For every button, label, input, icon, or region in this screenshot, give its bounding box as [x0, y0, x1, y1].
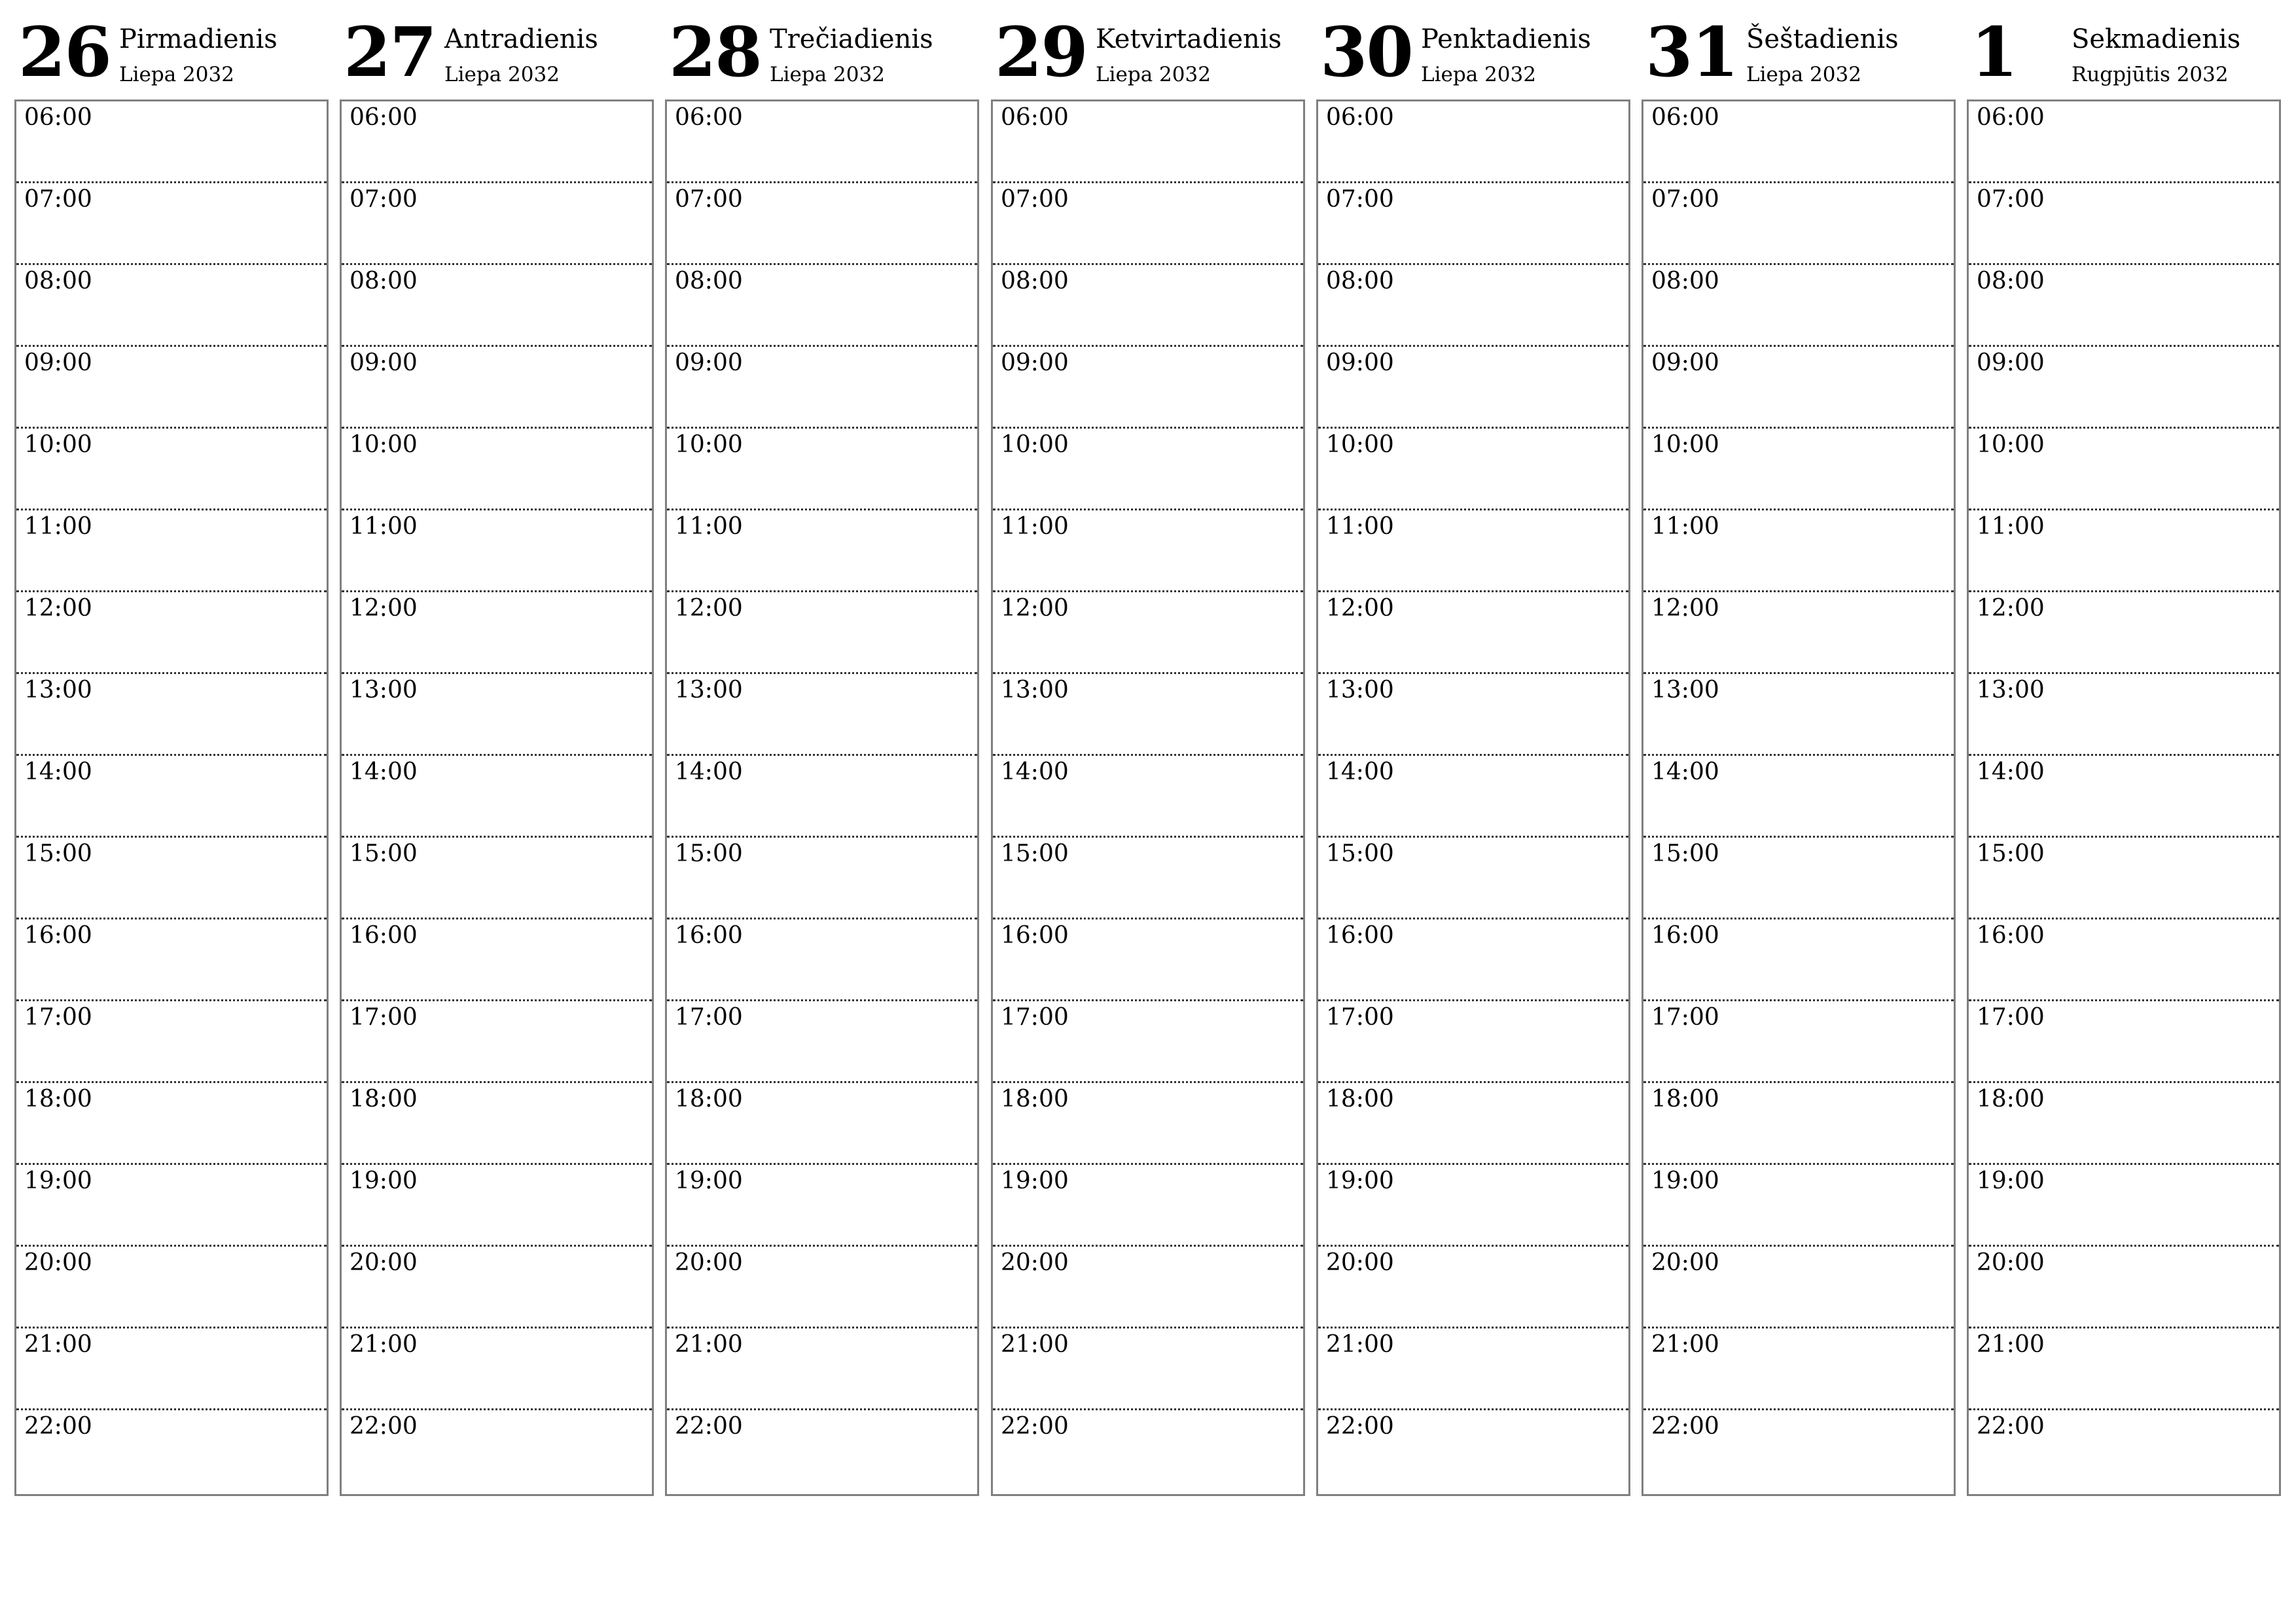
time-slot-label: 08:00	[350, 268, 418, 294]
time-slot-label: 09:00	[24, 349, 92, 376]
time-slot[interactable]	[1318, 592, 1628, 674]
time-slot[interactable]	[1318, 1247, 1628, 1329]
time-slot-label: 07:00	[1001, 186, 1069, 213]
time-slot[interactable]	[993, 1247, 1303, 1329]
time-slot-label: 22:00	[675, 1413, 743, 1440]
time-slot[interactable]	[667, 919, 977, 1001]
time-slot-label: 18:00	[1977, 1086, 2045, 1113]
time-slot-label: 10:00	[675, 431, 743, 458]
time-slot-label: 16:00	[1977, 922, 2045, 949]
time-slot-label: 19:00	[675, 1168, 743, 1194]
day-number: 30	[1320, 12, 1412, 92]
day-column	[1641, 12, 1954, 1497]
time-slot[interactable]	[993, 429, 1303, 510]
time-slot[interactable]	[993, 1329, 1303, 1410]
time-slot[interactable]	[1969, 347, 2279, 429]
time-slot-label: 14:00	[1651, 758, 1719, 785]
time-slot[interactable]	[1969, 101, 2279, 183]
time-slot[interactable]	[1969, 674, 2279, 756]
time-slot-label: 11:00	[1651, 513, 1719, 540]
time-slot-label: 21:00	[350, 1331, 418, 1358]
time-slot[interactable]	[1643, 756, 1954, 838]
time-slot-label: 22:00	[1001, 1413, 1069, 1440]
time-slot[interactable]	[667, 1247, 977, 1329]
day-month-year: Liepa 2032	[119, 63, 234, 86]
time-slot[interactable]	[1969, 1083, 2279, 1165]
day-column	[1967, 12, 2280, 1497]
day-name: Antradienis	[444, 24, 598, 54]
time-slot[interactable]	[1318, 1165, 1628, 1247]
time-slot[interactable]	[993, 674, 1303, 756]
time-slot-label: 20:00	[1326, 1249, 1394, 1276]
time-slot-label: 11:00	[350, 513, 418, 540]
time-slot-label: 15:00	[24, 840, 92, 867]
time-slot[interactable]	[342, 265, 652, 347]
time-slot[interactable]	[1318, 510, 1628, 592]
day-month-year: Liepa 2032	[1096, 63, 1211, 86]
day-column	[1316, 12, 1629, 1497]
time-slot-label: 14:00	[24, 758, 92, 785]
time-slot[interactable]	[1643, 101, 1954, 183]
time-slot-label: 08:00	[24, 268, 92, 294]
time-slot-label: 13:00	[24, 677, 92, 704]
time-slot-label: 17:00	[1977, 1004, 2045, 1031]
time-slot[interactable]	[1643, 510, 1954, 592]
day-header	[340, 12, 653, 99]
time-slot[interactable]	[16, 1247, 327, 1329]
time-slot-label: 11:00	[24, 513, 92, 540]
time-slot[interactable]	[667, 1410, 977, 1492]
time-slot[interactable]	[342, 1247, 652, 1329]
time-slot[interactable]	[667, 1083, 977, 1165]
time-slot[interactable]	[1969, 1410, 2279, 1492]
time-slot-label: 22:00	[1326, 1413, 1394, 1440]
time-slot-label: 09:00	[1326, 349, 1394, 376]
time-slot-label: 10:00	[24, 431, 92, 458]
day-number: 31	[1645, 12, 1738, 92]
time-slot-label: 15:00	[1977, 840, 2045, 867]
time-slot[interactable]	[1643, 1329, 1954, 1410]
time-slot-label: 09:00	[1001, 349, 1069, 376]
time-slot[interactable]	[993, 101, 1303, 183]
time-slot-label: 12:00	[24, 595, 92, 622]
time-slot-label: 20:00	[1651, 1249, 1719, 1276]
time-slot-label: 14:00	[1001, 758, 1069, 785]
time-slot-label: 12:00	[1326, 595, 1394, 622]
time-slot[interactable]	[342, 1083, 652, 1165]
time-slot-label: 16:00	[1001, 922, 1069, 949]
time-slot[interactable]	[667, 265, 977, 347]
day-header	[665, 12, 978, 99]
day-column	[340, 12, 653, 1497]
day-name: Pirmadienis	[119, 24, 278, 54]
time-slot[interactable]	[1643, 1001, 1954, 1083]
time-slot-label: 21:00	[1651, 1331, 1719, 1358]
time-slot[interactable]	[667, 1001, 977, 1083]
time-slot[interactable]	[993, 592, 1303, 674]
day-month-year: Liepa 2032	[1421, 63, 1536, 86]
time-slot-label: 17:00	[675, 1004, 743, 1031]
time-slot[interactable]	[1643, 347, 1954, 429]
time-slot[interactable]	[1643, 1247, 1954, 1329]
time-slot-label: 19:00	[1977, 1168, 2045, 1194]
time-slot[interactable]	[16, 674, 327, 756]
time-slot-label: 18:00	[24, 1086, 92, 1113]
time-slot[interactable]	[993, 265, 1303, 347]
time-slot-label: 19:00	[24, 1168, 92, 1194]
time-slot[interactable]	[342, 510, 652, 592]
time-slot[interactable]	[1969, 592, 2279, 674]
time-slot[interactable]	[342, 674, 652, 756]
time-slot-label: 22:00	[24, 1413, 92, 1440]
time-slot[interactable]	[342, 429, 652, 510]
time-slot-label: 09:00	[1651, 349, 1719, 376]
time-slot-label: 07:00	[1977, 186, 2045, 213]
day-column	[14, 12, 327, 1497]
time-slot[interactable]	[993, 1083, 1303, 1165]
day-schedule-box	[991, 99, 1305, 1496]
time-slot-label: 20:00	[675, 1249, 743, 1276]
time-slot-label: 06:00	[350, 104, 418, 131]
time-slot-label: 20:00	[1001, 1249, 1069, 1276]
weekly-planner	[14, 12, 2286, 1497]
time-slot-label: 08:00	[1001, 268, 1069, 294]
time-slot-label: 12:00	[1651, 595, 1719, 622]
time-slot-label: 20:00	[24, 1249, 92, 1276]
time-slot[interactable]	[667, 838, 977, 919]
time-slot-label: 12:00	[1001, 595, 1069, 622]
time-slot[interactable]	[342, 592, 652, 674]
time-slot-label: 11:00	[1326, 513, 1394, 540]
time-slot-label: 07:00	[1326, 186, 1394, 213]
time-slot[interactable]	[1318, 429, 1628, 510]
time-slot-label: 18:00	[1651, 1086, 1719, 1113]
time-slot[interactable]	[1643, 919, 1954, 1001]
time-slot-label: 17:00	[1001, 1004, 1069, 1031]
time-slot-label: 13:00	[1326, 677, 1394, 704]
time-slot[interactable]	[16, 1083, 327, 1165]
time-slot[interactable]	[16, 1329, 327, 1410]
day-header	[991, 12, 1304, 99]
time-slot-label: 18:00	[350, 1086, 418, 1113]
time-slot[interactable]	[16, 101, 327, 183]
time-slot-label: 16:00	[675, 922, 743, 949]
time-slot-label: 14:00	[350, 758, 418, 785]
day-name: Penktadienis	[1421, 24, 1591, 54]
time-slot-label: 16:00	[1326, 922, 1394, 949]
time-slot[interactable]	[1969, 1329, 2279, 1410]
time-slot[interactable]	[1969, 510, 2279, 592]
time-slot[interactable]	[667, 510, 977, 592]
time-slot-label: 15:00	[350, 840, 418, 867]
time-slot[interactable]	[342, 347, 652, 429]
time-slot[interactable]	[667, 1165, 977, 1247]
day-month-year: Liepa 2032	[770, 63, 885, 86]
time-slot-label: 08:00	[1326, 268, 1394, 294]
time-slot-label: 19:00	[350, 1168, 418, 1194]
day-header	[1967, 12, 2280, 99]
time-slot-label: 10:00	[1001, 431, 1069, 458]
time-slot-label: 14:00	[1326, 758, 1394, 785]
time-slot[interactable]	[1969, 1247, 2279, 1329]
time-slot-label: 14:00	[675, 758, 743, 785]
time-slot-label: 21:00	[675, 1331, 743, 1358]
time-slot[interactable]	[16, 429, 327, 510]
time-slot[interactable]	[1643, 592, 1954, 674]
time-slot[interactable]	[16, 1410, 327, 1492]
time-slot-label: 21:00	[1977, 1331, 2045, 1358]
time-slot[interactable]	[342, 1165, 652, 1247]
time-slot-label: 06:00	[675, 104, 743, 131]
day-header	[14, 12, 327, 99]
time-slot-label: 06:00	[24, 104, 92, 131]
time-slot[interactable]	[667, 183, 977, 265]
day-schedule-box	[665, 99, 979, 1496]
day-number: 29	[995, 12, 1087, 92]
time-slot[interactable]	[1318, 674, 1628, 756]
time-slot-label: 13:00	[1977, 677, 2045, 704]
time-slot[interactable]	[667, 429, 977, 510]
time-slot[interactable]	[342, 919, 652, 1001]
time-slot-label: 12:00	[350, 595, 418, 622]
time-slot-label: 19:00	[1326, 1168, 1394, 1194]
time-slot-label: 19:00	[1651, 1168, 1719, 1194]
day-name: Šeštadienis	[1746, 24, 1899, 54]
day-name: Sekmadienis	[2072, 24, 2241, 54]
time-slot-label: 06:00	[1001, 104, 1069, 131]
time-slot[interactable]	[16, 510, 327, 592]
time-slot-label: 22:00	[1977, 1413, 2045, 1440]
time-slot-label: 08:00	[1651, 268, 1719, 294]
time-slot-label: 20:00	[1977, 1249, 2045, 1276]
time-slot[interactable]	[1318, 756, 1628, 838]
time-slot-label: 08:00	[1977, 268, 2045, 294]
time-slot[interactable]	[342, 756, 652, 838]
time-slot[interactable]	[16, 183, 327, 265]
time-slot-label: 22:00	[350, 1413, 418, 1440]
time-slot-label: 11:00	[1001, 513, 1069, 540]
time-slot-label: 08:00	[675, 268, 743, 294]
time-slot-label: 15:00	[675, 840, 743, 867]
time-slot-label: 06:00	[1651, 104, 1719, 131]
time-slot[interactable]	[16, 592, 327, 674]
time-slot[interactable]	[1969, 756, 2279, 838]
day-name: Trečiadienis	[770, 24, 933, 54]
time-slot[interactable]	[667, 592, 977, 674]
time-slot[interactable]	[667, 674, 977, 756]
time-slot-label: 17:00	[1326, 1004, 1394, 1031]
time-slot[interactable]	[1643, 1410, 1954, 1492]
time-slot[interactable]	[342, 1329, 652, 1410]
time-slot-label: 10:00	[350, 431, 418, 458]
time-slot-label: 07:00	[350, 186, 418, 213]
time-slot[interactable]	[993, 510, 1303, 592]
time-slot[interactable]	[1969, 1001, 2279, 1083]
time-slot-label: 17:00	[350, 1004, 418, 1031]
time-slot[interactable]	[667, 1329, 977, 1410]
day-number: 1	[1971, 12, 2017, 92]
time-slot[interactable]	[1643, 838, 1954, 919]
time-slot[interactable]	[1643, 1083, 1954, 1165]
time-slot-label: 17:00	[1651, 1004, 1719, 1031]
time-slot[interactable]	[1643, 429, 1954, 510]
time-slot-label: 15:00	[1651, 840, 1719, 867]
day-column	[991, 12, 1304, 1497]
time-slot-label: 16:00	[24, 922, 92, 949]
time-slot[interactable]	[993, 1165, 1303, 1247]
time-slot[interactable]	[1318, 101, 1628, 183]
time-slot-label: 18:00	[1326, 1086, 1394, 1113]
time-slot-label: 12:00	[675, 595, 743, 622]
time-slot-label: 13:00	[1651, 677, 1719, 704]
time-slot-label: 09:00	[1977, 349, 2045, 376]
time-slot[interactable]	[993, 838, 1303, 919]
time-slot[interactable]	[16, 1165, 327, 1247]
time-slot-label: 07:00	[24, 186, 92, 213]
time-slot[interactable]	[1318, 347, 1628, 429]
time-slot[interactable]	[16, 756, 327, 838]
time-slot[interactable]	[1969, 1165, 2279, 1247]
time-slot-label: 16:00	[350, 922, 418, 949]
time-slot[interactable]	[1318, 838, 1628, 919]
time-slot[interactable]	[342, 838, 652, 919]
time-slot-label: 21:00	[24, 1331, 92, 1358]
time-slot-label: 18:00	[1001, 1086, 1069, 1113]
time-slot[interactable]	[993, 347, 1303, 429]
time-slot[interactable]	[1969, 919, 2279, 1001]
time-slot[interactable]	[667, 101, 977, 183]
time-slot-label: 21:00	[1326, 1331, 1394, 1358]
day-schedule-box	[1641, 99, 1956, 1496]
time-slot-label: 19:00	[1001, 1168, 1069, 1194]
day-number: 27	[344, 12, 436, 92]
day-month-year: Rugpjūtis 2032	[2072, 63, 2229, 86]
time-slot-label: 11:00	[675, 513, 743, 540]
time-slot-label: 10:00	[1651, 431, 1719, 458]
time-slot-label: 07:00	[675, 186, 743, 213]
time-slot-label: 13:00	[1001, 677, 1069, 704]
time-slot[interactable]	[1643, 183, 1954, 265]
day-schedule-box	[340, 99, 654, 1496]
time-slot[interactable]	[1318, 1083, 1628, 1165]
time-slot-label: 15:00	[1001, 840, 1069, 867]
day-name: Ketvirtadienis	[1096, 24, 1282, 54]
time-slot-label: 06:00	[1977, 104, 2045, 131]
time-slot-label: 20:00	[350, 1249, 418, 1276]
time-slot-label: 09:00	[675, 349, 743, 376]
time-slot-label: 22:00	[1651, 1413, 1719, 1440]
day-number: 26	[18, 12, 111, 92]
day-month-year: Liepa 2032	[444, 63, 560, 86]
time-slot-label: 11:00	[1977, 513, 2045, 540]
time-slot[interactable]	[342, 1001, 652, 1083]
time-slot[interactable]	[16, 347, 327, 429]
time-slot[interactable]	[1318, 1410, 1628, 1492]
time-slot[interactable]	[1318, 919, 1628, 1001]
time-slot[interactable]	[993, 1001, 1303, 1083]
time-slot[interactable]	[16, 919, 327, 1001]
day-header	[1641, 12, 1954, 99]
day-schedule-box	[1316, 99, 1630, 1496]
time-slot-label: 17:00	[24, 1004, 92, 1031]
time-slot[interactable]	[1318, 265, 1628, 347]
time-slot-label: 07:00	[1651, 186, 1719, 213]
time-slot-label: 15:00	[1326, 840, 1394, 867]
time-slot[interactable]	[993, 919, 1303, 1001]
time-slot[interactable]	[1643, 1165, 1954, 1247]
time-slot[interactable]	[993, 1410, 1303, 1492]
time-slot[interactable]	[1318, 1329, 1628, 1410]
time-slot[interactable]	[667, 756, 977, 838]
time-slot[interactable]	[342, 183, 652, 265]
time-slot-label: 21:00	[1001, 1331, 1069, 1358]
time-slot[interactable]	[993, 183, 1303, 265]
time-slot[interactable]	[16, 1001, 327, 1083]
time-slot[interactable]	[1643, 674, 1954, 756]
time-slot-label: 18:00	[675, 1086, 743, 1113]
day-month-year: Liepa 2032	[1746, 63, 1861, 86]
time-slot[interactable]	[1969, 265, 2279, 347]
day-column	[665, 12, 978, 1497]
time-slot[interactable]	[1969, 183, 2279, 265]
time-slot[interactable]	[1643, 265, 1954, 347]
time-slot[interactable]	[342, 1410, 652, 1492]
time-slot[interactable]	[1318, 183, 1628, 265]
time-slot[interactable]	[1318, 1001, 1628, 1083]
time-slot[interactable]	[1969, 429, 2279, 510]
day-schedule-box	[14, 99, 329, 1496]
day-number: 28	[669, 12, 761, 92]
time-slot[interactable]	[16, 265, 327, 347]
time-slot-label: 10:00	[1977, 431, 2045, 458]
time-slot-label: 09:00	[350, 349, 418, 376]
time-slot-label: 14:00	[1977, 758, 2045, 785]
time-slot[interactable]	[16, 838, 327, 919]
time-slot-label: 16:00	[1651, 922, 1719, 949]
time-slot-label: 10:00	[1326, 431, 1394, 458]
day-header	[1316, 12, 1629, 99]
time-slot[interactable]	[667, 347, 977, 429]
time-slot-label: 13:00	[350, 677, 418, 704]
time-slot-label: 06:00	[1326, 104, 1394, 131]
time-slot-label: 13:00	[675, 677, 743, 704]
time-slot-label: 12:00	[1977, 595, 2045, 622]
time-slot[interactable]	[1969, 838, 2279, 919]
day-schedule-box	[1967, 99, 2281, 1496]
time-slot[interactable]	[342, 101, 652, 183]
time-slot[interactable]	[993, 756, 1303, 838]
